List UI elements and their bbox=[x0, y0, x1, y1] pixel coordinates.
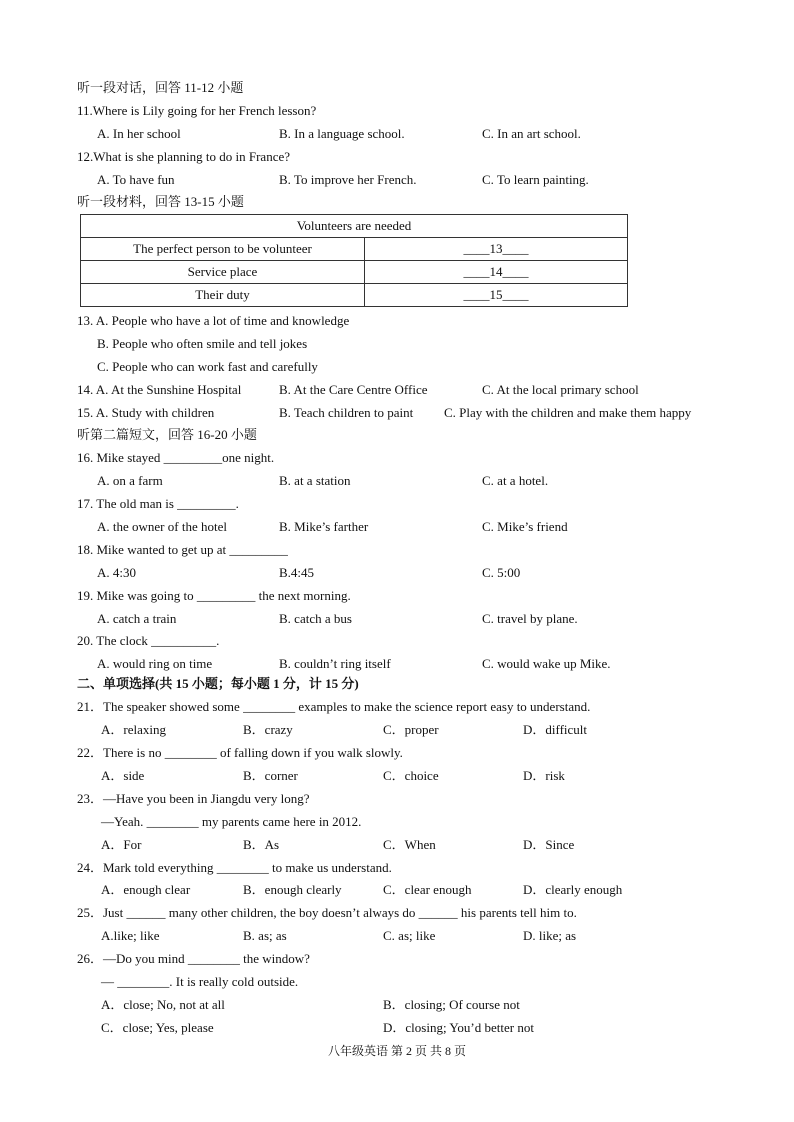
q17-option-b: B. Mike’s farther bbox=[279, 519, 369, 534]
q22-stem: 22．There is no ________ of falling down if you walk slowly. bbox=[77, 745, 403, 760]
q11-option-a: A. In her school bbox=[97, 126, 181, 141]
q19-option-c: C. travel by plane. bbox=[482, 611, 578, 626]
q13-option-c: C. People who can work fast and carefully bbox=[97, 359, 318, 374]
q18-option-b: B.4:45 bbox=[279, 565, 315, 580]
q20-stem: 20. The clock __________. bbox=[77, 633, 220, 648]
q25-stem: 25．Just ______ many other children, the boy doesn’t always do ______ his parents tell him to. bbox=[77, 905, 577, 920]
q23-stem: 23．—Have you been in Jiangdu very long? bbox=[77, 791, 310, 806]
q23-option-c: C．When bbox=[383, 837, 436, 852]
q22-option-c: C．choice bbox=[383, 768, 439, 783]
q25-option-c: C. as; like bbox=[383, 928, 436, 943]
q13-option-b: B. People who often smile and tell jokes bbox=[97, 336, 308, 351]
q15-option-a: 15. A. Study with children bbox=[77, 405, 215, 420]
q12-stem: 12.What is she planning to do in France? bbox=[77, 149, 291, 164]
q22-option-b: B．corner bbox=[243, 768, 298, 783]
q26-option-b: B．closing; Of course not bbox=[383, 997, 520, 1012]
table-row bbox=[81, 238, 628, 261]
q14-option-c: C. At the local primary school bbox=[482, 382, 639, 397]
table-row bbox=[81, 284, 628, 307]
q15-option-b: B. Teach children to paint bbox=[279, 405, 414, 420]
table-title: Volunteers are needed bbox=[81, 215, 628, 238]
q24-stem: 24．Mark told everything ________ to make us understand. bbox=[77, 860, 392, 875]
q16-stem: 16. Mike stayed _________one night. bbox=[77, 450, 275, 465]
q21-stem: 21．The speaker showed some ________ examples to make the science report easy to understand. bbox=[77, 699, 591, 714]
q17-stem: 17. The old man is _________. bbox=[77, 496, 239, 511]
q24-option-d: D．clearly enough bbox=[523, 882, 623, 897]
q21-option-a: A．relaxing bbox=[101, 722, 166, 737]
q23-option-b: B．As bbox=[243, 837, 280, 852]
q12-option-a: A. To have fun bbox=[97, 172, 175, 187]
q20-option-b: B. couldn’t ring itself bbox=[279, 656, 391, 671]
q14-option-b: B. At the Care Centre Office bbox=[279, 382, 428, 397]
page-footer: 八年级英语 第 2 页 共 8 页 bbox=[327, 1044, 466, 1058]
q18-option-a: A. 4:30 bbox=[97, 565, 136, 580]
table-row bbox=[81, 261, 628, 284]
q20-option-c: C. would wake up Mike. bbox=[482, 656, 611, 671]
q22-option-a: A．side bbox=[101, 768, 145, 783]
q22-option-d: D．risk bbox=[523, 768, 565, 783]
table-row-blank: ____14____ bbox=[365, 261, 628, 284]
q11-option-c: C. In an art school. bbox=[482, 126, 581, 141]
q26-option-c: C．close; Yes, please bbox=[101, 1020, 214, 1035]
section-heading-single-choice: 二、单项选择(共 15 小题；每小题 1 分，计 15 分) bbox=[77, 676, 359, 691]
table-row-blank: ____13____ bbox=[365, 238, 628, 261]
q21-option-b: B．crazy bbox=[243, 722, 293, 737]
q17-option-a: A. the owner of the hotel bbox=[97, 519, 227, 534]
q11-option-b: B. In a language school. bbox=[279, 126, 405, 141]
q18-option-c: C. 5:00 bbox=[482, 565, 521, 580]
q16-option-c: C. at a hotel. bbox=[482, 473, 549, 488]
q19-option-b: B. catch a bus bbox=[279, 611, 352, 626]
q23-stem-reply: —Yeah. ________ my parents came here in 2012. bbox=[101, 814, 362, 829]
q24-option-a: A．enough clear bbox=[101, 882, 191, 897]
q18-stem: 18. Mike wanted to get up at _________ bbox=[77, 542, 288, 557]
table-row-blank: ____15____ bbox=[365, 284, 628, 307]
q19-stem: 19. Mike was going to _________ the next morning. bbox=[77, 588, 351, 603]
q14-option-a: 14. A. At the Sunshine Hospital bbox=[77, 382, 242, 397]
q21-option-d: D．difficult bbox=[523, 722, 588, 737]
q24-option-c: C．clear enough bbox=[383, 882, 472, 897]
q26-option-d: D．closing; You’d better not bbox=[383, 1020, 534, 1035]
q26-option-a: A．close; No, not at all bbox=[101, 997, 225, 1012]
q25-option-b: B. as; as bbox=[243, 928, 287, 943]
q23-option-d: D．Since bbox=[523, 837, 575, 852]
q21-option-c: C．proper bbox=[383, 722, 439, 737]
q24-option-b: B．enough clearly bbox=[243, 882, 342, 897]
q25-option-d: D. like; as bbox=[523, 928, 577, 943]
q16-option-b: B. at a station bbox=[279, 473, 351, 488]
q17-option-c: C. Mike’s friend bbox=[482, 519, 568, 534]
q19-option-a: A. catch a train bbox=[97, 611, 177, 626]
q15-option-c: C. Play with the children and make them happy bbox=[444, 405, 692, 420]
table-row-label: Their duty bbox=[81, 284, 365, 307]
q16-option-a: A. on a farm bbox=[97, 473, 163, 488]
table-row-label: Service place bbox=[81, 261, 365, 284]
q25-option-a: A.like; like bbox=[101, 928, 160, 943]
q26-stem-reply: — ________. It is really cold outside. bbox=[101, 974, 299, 989]
q12-option-c: C. To learn painting. bbox=[482, 172, 589, 187]
section-heading-11-12: 听一段对话，回答 11-12 小题 bbox=[77, 80, 244, 95]
section-heading-13-15: 听一段材料，回答 13-15 小题 bbox=[77, 194, 244, 209]
volunteers-table bbox=[80, 214, 628, 307]
q13-option-a: 13. A. People who have a lot of time and knowledge bbox=[77, 313, 350, 328]
q12-option-b: B. To improve her French. bbox=[279, 172, 417, 187]
q26-stem: 26．—Do you mind ________ the window? bbox=[77, 951, 310, 966]
section-heading-16-20: 听第二篇短文，回答 16-20 小题 bbox=[77, 427, 257, 442]
table-row-label: The perfect person to be volunteer bbox=[81, 238, 365, 261]
q11-stem: 11.Where is Lily going for her French lesson? bbox=[77, 103, 317, 118]
q20-option-a: A. would ring on time bbox=[97, 656, 213, 671]
q23-option-a: A．For bbox=[101, 837, 142, 852]
